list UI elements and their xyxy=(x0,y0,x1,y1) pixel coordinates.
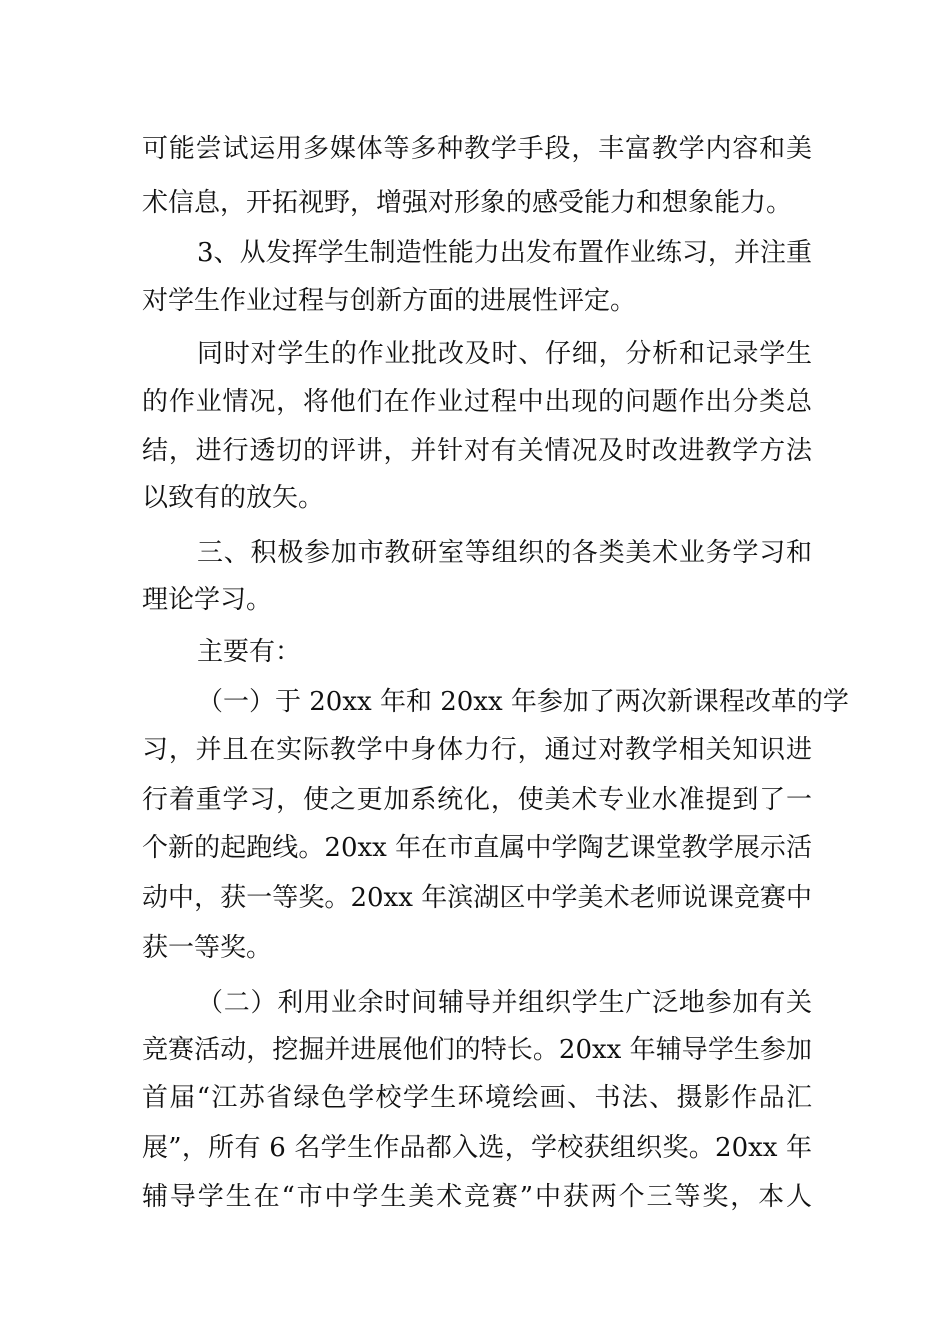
text-line: 辅导学生在“市中学生美术竞赛”中获两个三等奖，本人 xyxy=(142,1182,812,1212)
text-line: 术信息，开拓视野，增强对形象的感受能力和想象能力。 xyxy=(142,188,793,218)
text-line: 习，并且在实际教学中身体力行，通过对教学相关知识进 xyxy=(142,735,812,765)
text-line: 3、从发挥学生制造性能力出发布置作业练习，并注重 xyxy=(197,238,812,268)
text-line: 动中，获一等奖。20xx 年滨湖区中学美术老师说课竞赛中 xyxy=(142,883,812,913)
text-line: 同时对学生的作业批改及时、仔细，分析和记录学生 xyxy=(197,339,812,369)
text-line: 获一等奖。 xyxy=(142,933,273,963)
text-line: 结，进行透切的评讲，并针对有关情况及时改进教学方法 xyxy=(142,436,812,466)
text-line: 主要有： xyxy=(197,637,302,667)
text-line: 可能尝试运用多媒体等多种教学手段，丰富教学内容和美 xyxy=(142,134,812,164)
text-line: 个新的起跑线。20xx 年在市直属中学陶艺课堂教学展示活 xyxy=(142,833,812,863)
text-line: 的作业情况，将他们在作业过程中出现的问题作出分类总 xyxy=(142,387,812,417)
text-line: 理论学习。 xyxy=(142,585,273,615)
text-line: （二）利用业余时间辅导并组织学生广泛地参加有关 xyxy=(197,988,812,1018)
text-line: 以致有的放矢。 xyxy=(142,483,325,513)
text-line: 行着重学习，使之更加系统化，使美术专业水准提到了一 xyxy=(142,785,812,815)
text-line: 展”，所有 6 名学生作品都入选，学校获组织奖。20xx 年 xyxy=(142,1133,812,1163)
text-line: 竞赛活动，挖掘并进展他们的特长。20xx 年辅导学生参加 xyxy=(142,1035,812,1065)
text-line: （一）于 20xx 年和 20xx 年参加了两次新课程改革的学 xyxy=(197,687,849,717)
text-line: 对学生作业过程与创新方面的进展性评定。 xyxy=(142,286,637,316)
text-line: 三、积极参加市教研室等组织的各类美术业务学习和 xyxy=(197,538,812,568)
text-line: 首届“江苏省绿色学校学生环境绘画、书法、摄影作品汇 xyxy=(142,1083,812,1113)
